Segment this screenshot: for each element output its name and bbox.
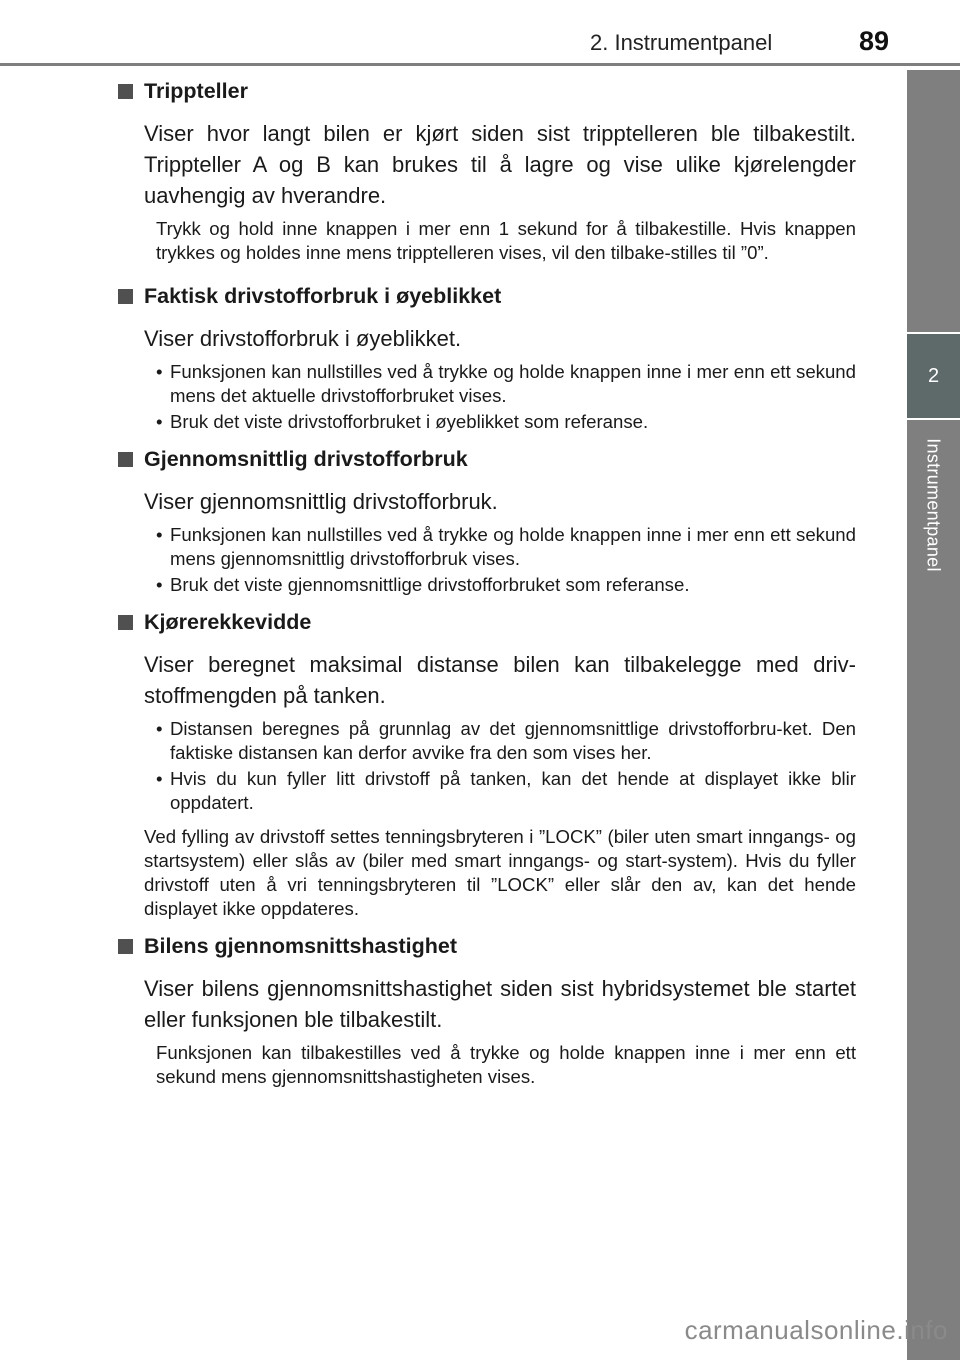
chapter-label: Instrumentpanel [923,438,944,572]
section-lead: Viser drivstofforbruk i øyeblikket. [144,326,462,351]
square-bullet-icon [118,452,133,467]
list-item: • Hvis du kun fyller litt drivstoff på tanken, kan det hende at displayet ikke blir oppdatert. [156,767,856,815]
section-title: Kjørerekkevidde [144,610,312,634]
watermark: carmanualsonline.info [684,1315,948,1345]
list-item: • Bruk det viste gjennomsnittlige drivstofforbruket som referanse. [156,573,856,597]
side-strip-top [907,70,960,332]
square-bullet-icon [118,84,133,99]
page-content [118,76,856,1099]
chapter-tab [907,334,960,418]
square-bullet-icon [118,289,133,304]
list-item: • Bruk det viste drivstofforbruket i øyeblikket som referanse. [156,410,856,434]
list-item: • Funksjonen kan nullstilles ved å trykke og holde knappen inne i mer enn ett sekund mens det aktuelle drivstofforbruket vises. [156,360,856,408]
section-heading [118,444,856,474]
list-item: • Funksjonen kan nullstilles ved å trykke og holde knappen inne i mer enn ett sekund mens gjennomsnittlig drivstofforbruk vises. [156,523,856,571]
section-heading [118,931,856,961]
section-trippteller [118,76,856,265]
running-header-title: 2. Instrumentpanel [590,30,773,55]
section-heading [118,607,856,637]
section-heading [118,76,856,106]
section-title: Bilens gjennomsnittshastighet [144,934,457,958]
square-bullet-icon [118,939,133,954]
section-average-speed [118,931,856,1089]
section-lead: Viser hvor langt bilen er kjørt siden sist tripptelleren ble tilbakestilt. Trippteller A og B kan brukes til å lagre og vise ulike kjørelengder uavhengig av hverandre. [144,121,856,208]
section-lead: Viser gjennomsnittlig drivstofforbruk. [144,489,498,514]
bullet-list [156,523,856,597]
section-average-consumption [118,444,856,597]
section-driving-range [118,607,856,921]
section-title: Gjennomsnittlig drivstofforbruk [144,447,468,471]
bullet-list [156,717,856,815]
section-lead: Viser bilens gjennomsnittshastighet siden sist hybridsystemet ble startet eller funksjonen ble tilbakestilt. [144,976,856,1032]
section-body: Funksjonen kan tilbakestilles ved å trykke og holde knappen inne i mer enn ett sekund mens gjennomsnittshastigheten vises. [156,1042,856,1087]
chapter-number: 2 [927,364,940,387]
page-number: 89 [859,26,890,56]
square-bullet-icon [118,615,133,630]
section-body: Trykk og hold inne knappen i mer enn 1 sekund for å tilbakestille. Hvis knappen trykkes og holdes inne mens tripptelleren vises, vil den tilbake-stilles til ”0”. [156,218,856,263]
section-title: Faktisk drivstofforbruk i øyeblikket [144,284,502,308]
section-note: Ved fylling av drivstoff settes tenningsbryteren i ”LOCK” (biler uten smart inngangs- og startsystem) eller slås av (biler med smart inngangs- og start-system). Hvis du fyller drivstoff uten å vri tenningsbryteren til ”LOCK” eller slår den av, kan det hende displayet ikke oppdateres. [144,826,856,919]
section-instant-consumption [118,281,856,434]
section-lead: Viser beregnet maksimal distanse bilen kan tilbakelegge med driv-stoffmengden på tanken. [144,652,856,708]
header-rule [0,63,960,66]
section-title: Trippteller [144,79,248,103]
list-item: • Distansen beregnes på grunnlag av det gjennomsnittlige drivstofforbru-ket. Den faktiske distansen kan derfor avvike fra den som vises her. [156,717,856,765]
bullet-list [156,360,856,434]
section-heading [118,281,856,311]
